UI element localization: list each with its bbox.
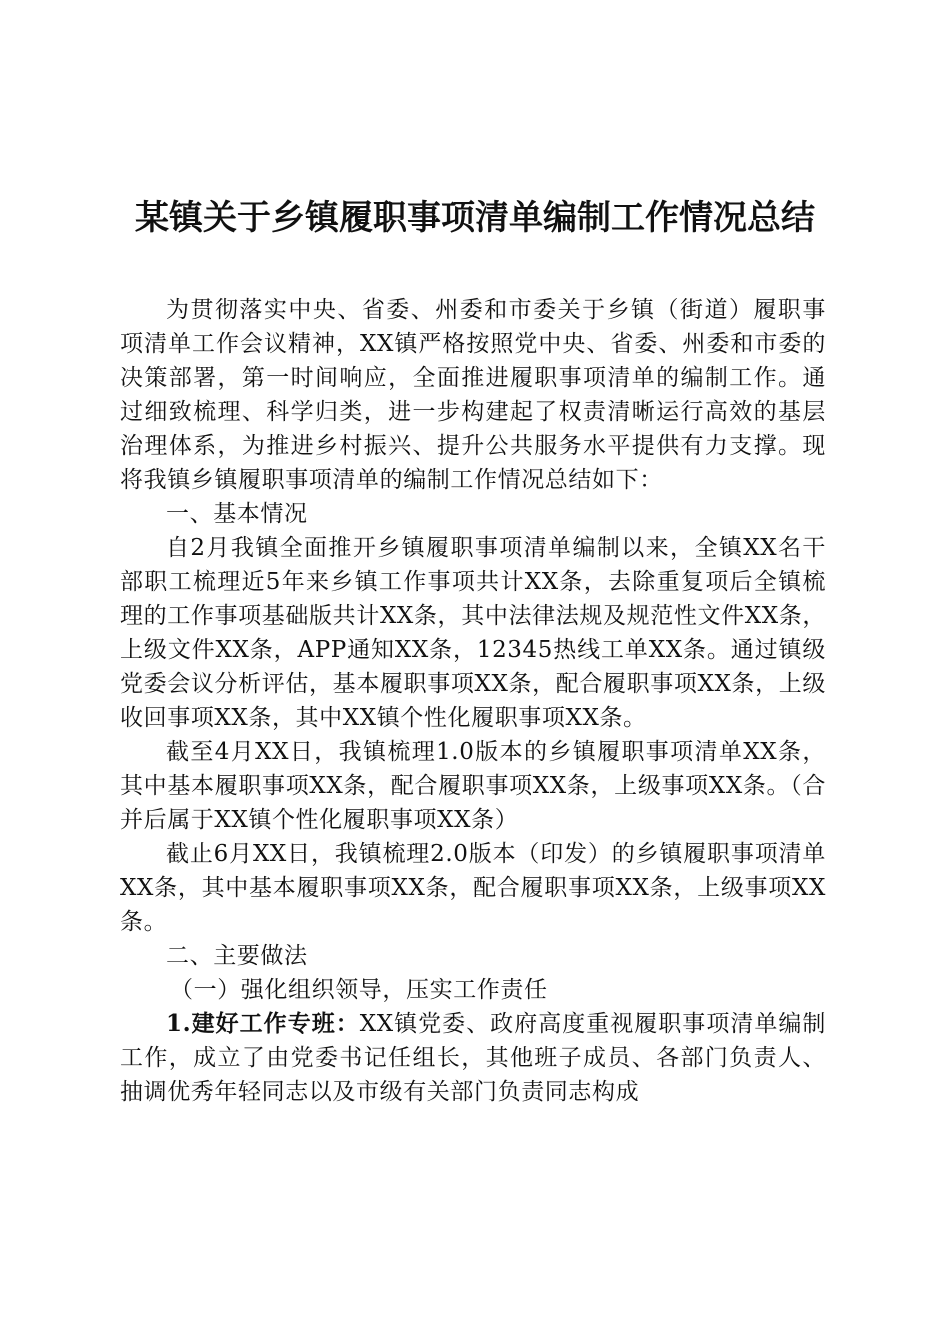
section-heading-basic-situation: 一、基本情况 <box>166 501 308 527</box>
practice-item-1 <box>120 1007 826 1109</box>
document-title: 某镇关于乡镇履职事项清单编制工作情况总结 <box>135 198 815 238</box>
intro-paragraph: 为贯彻落实中央、省委、州委和市委关于乡镇（街道）履职事项清单工作会议精神，XX镇严格按照党中央、省委、州委和市委的决策部署，第一时间响应，全面推进履职事项清单的编制工作。通过细致梳理、科学归类，进一步构建起了权责清晰运行高效的基层治理体系，为推进乡村振兴、提升公共服务水平提供有力支撑。现将我镇乡镇履职事项清单的编制工作情况总结如下： <box>120 297 826 493</box>
practice-item-1-lead: 1.建好工作专班： <box>166 1010 360 1037</box>
basic-situation-paragraph-3: 截止6月XX日，我镇梳理2.0版本（印发）的乡镇履职事项清单XX条，其中基本履职事项XX条，配合履职事项XX条，上级事项XX条。 <box>120 841 826 935</box>
basic-situation-paragraph-1: 自2月我镇全面推开乡镇履职事项清单编制以来，全镇XX名干部职工梳理近5年来乡镇工作事项共计XX条，去除重复项后全镇梳理的工作事项基础版共计XX条，其中法律法规及规范性文件XX条，上级文件XX条，APP通知XX条，12345热线工单XX条。通过镇级党委会议分析评估，基本履职事项XX条，配合履职事项XX条，上级收回事项XX条，其中XX镇个性化履职事项XX条。 <box>120 535 826 731</box>
document-body <box>120 293 826 1109</box>
basic-situation-paragraph-2: 截至4月XX日，我镇梳理1.0版本的乡镇履职事项清单XX条，其中基本履职事项XX条，配合履职事项XX条，上级事项XX条。（合并后属于XX镇个性化履职事项XX条） <box>120 739 826 833</box>
section-heading-main-practices: 二、主要做法 <box>166 943 308 969</box>
practice-item-1-text: XX镇党委、政府高度重视履职事项清单编制工作，成立了由党委书记任组长，其他班子成员、各部门负责人、抽调优秀年轻同志以及市级有关部门负责同志构成 <box>120 1011 826 1105</box>
subsection-heading-organization: （一）强化组织领导，压实工作责任 <box>170 977 548 1003</box>
